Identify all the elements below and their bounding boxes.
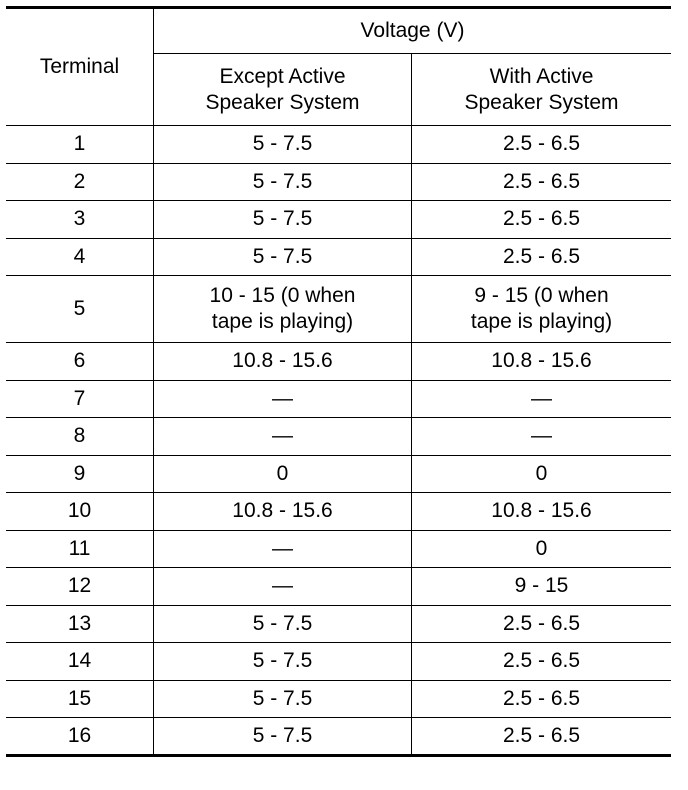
header-terminal: Terminal <box>6 8 154 126</box>
terminal-cell: 2 <box>6 163 154 201</box>
with-cell: 9 - 15 (0 when tape is playing) <box>412 276 672 343</box>
with-cell: 9 - 15 <box>412 568 672 606</box>
with-cell: 2.5 - 6.5 <box>412 680 672 718</box>
with-cell: 2.5 - 6.5 <box>412 201 672 239</box>
table-row <box>6 201 671 239</box>
table-row <box>6 455 671 493</box>
except-cell: — <box>154 380 412 418</box>
terminal-cell: 8 <box>6 418 154 456</box>
terminal-cell: 13 <box>6 605 154 643</box>
except-cell: 5 - 7.5 <box>154 201 412 239</box>
with-cell: 0 <box>412 530 672 568</box>
terminal-cell: 7 <box>6 380 154 418</box>
terminal-cell: 5 <box>6 276 154 343</box>
except-cell: 10.8 - 15.6 <box>154 343 412 381</box>
except-cell: 5 - 7.5 <box>154 238 412 276</box>
except-cell: 10.8 - 15.6 <box>154 493 412 531</box>
table-row <box>6 568 671 606</box>
with-cell: 10.8 - 15.6 <box>412 343 672 381</box>
terminal-cell: 11 <box>6 530 154 568</box>
table-row <box>6 680 671 718</box>
except-cell: 5 - 7.5 <box>154 718 412 756</box>
except-cell: 10 - 15 (0 when tape is playing) <box>154 276 412 343</box>
table-row <box>6 163 671 201</box>
with-cell: 0 <box>412 455 672 493</box>
except-cell: 5 - 7.5 <box>154 605 412 643</box>
terminal-cell: 6 <box>6 343 154 381</box>
except-cell: — <box>154 568 412 606</box>
with-cell: 2.5 - 6.5 <box>412 163 672 201</box>
terminal-cell: 14 <box>6 643 154 681</box>
terminal-cell: 4 <box>6 238 154 276</box>
with-cell: — <box>412 380 672 418</box>
table-row <box>6 343 671 381</box>
terminal-cell: 10 <box>6 493 154 531</box>
table-row <box>6 643 671 681</box>
table-row <box>6 530 671 568</box>
terminal-cell: 3 <box>6 201 154 239</box>
with-cell: 2.5 - 6.5 <box>412 643 672 681</box>
terminal-cell: 12 <box>6 568 154 606</box>
except-cell: 5 - 7.5 <box>154 126 412 164</box>
with-cell: 2.5 - 6.5 <box>412 126 672 164</box>
table-row <box>6 493 671 531</box>
table-row <box>6 605 671 643</box>
table-row <box>6 718 671 756</box>
table-row <box>6 126 671 164</box>
with-cell: 2.5 - 6.5 <box>412 238 672 276</box>
except-cell: 5 - 7.5 <box>154 163 412 201</box>
header-voltage: Voltage (V) <box>154 8 672 54</box>
with-cell: 10.8 - 15.6 <box>412 493 672 531</box>
voltage-table <box>6 6 671 757</box>
terminal-cell: 9 <box>6 455 154 493</box>
with-cell: 2.5 - 6.5 <box>412 605 672 643</box>
header-except-active: Except Active Speaker System <box>154 54 412 126</box>
terminal-cell: 1 <box>6 126 154 164</box>
header-with-active: With Active Speaker System <box>412 54 672 126</box>
with-cell: — <box>412 418 672 456</box>
except-cell: — <box>154 418 412 456</box>
with-cell: 2.5 - 6.5 <box>412 718 672 756</box>
terminal-cell: 15 <box>6 680 154 718</box>
except-cell: — <box>154 530 412 568</box>
table-row <box>6 418 671 456</box>
except-cell: 5 - 7.5 <box>154 680 412 718</box>
terminal-cell: 16 <box>6 718 154 756</box>
table-row <box>6 276 671 343</box>
table-row <box>6 380 671 418</box>
except-cell: 0 <box>154 455 412 493</box>
except-cell: 5 - 7.5 <box>154 643 412 681</box>
table-row <box>6 238 671 276</box>
